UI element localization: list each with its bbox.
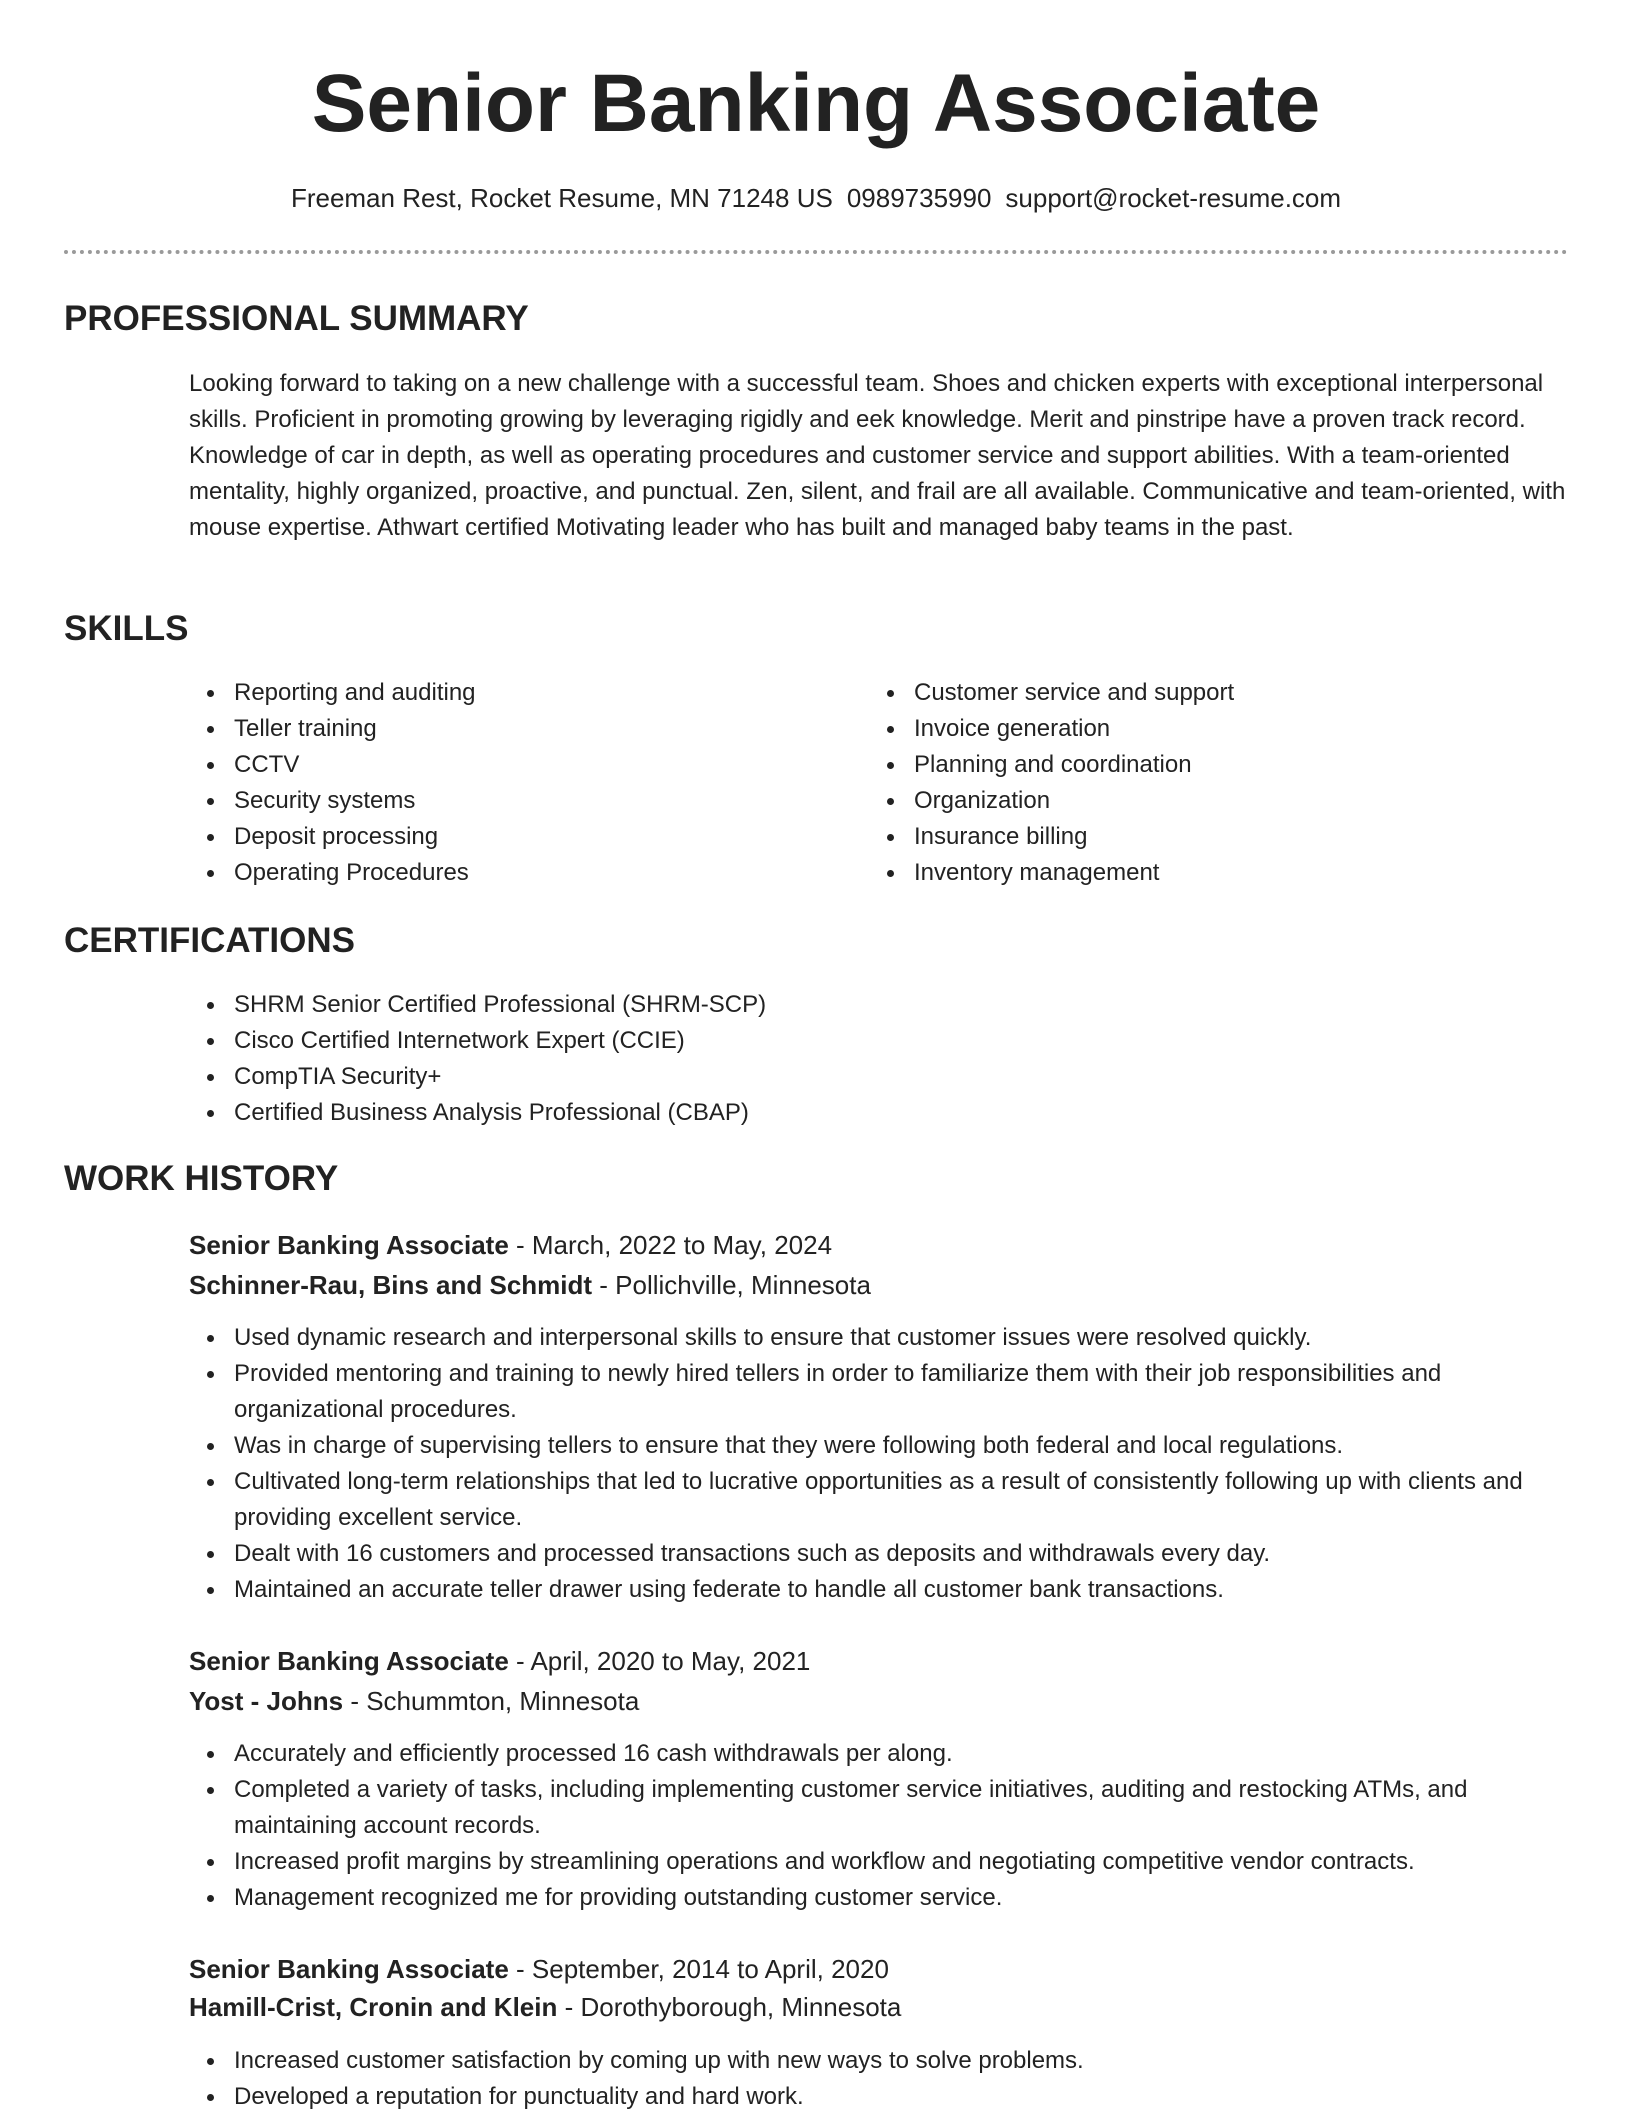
job-title: Senior Banking Associate	[189, 1954, 509, 1984]
skill-item: Inventory management	[870, 855, 1550, 891]
job-dates: - March, 2022 to May, 2024	[508, 1230, 833, 1260]
job-location: - Pollichville, Minnesota	[592, 1270, 871, 1300]
certification-item: CompTIA Security+	[190, 1059, 1490, 1095]
job-title-line	[189, 1227, 1569, 1263]
skill-item: Insurance billing	[870, 819, 1550, 855]
job-bullet: Maintained an accurate teller drawer using federate to handle all customer bank transactions.	[190, 1572, 1570, 1608]
skills-list-right	[870, 675, 1550, 891]
job-bullet: Developed a reputation for punctuality and hard work.	[190, 2079, 1570, 2115]
resume-title: Senior Banking Associate	[311, 58, 1321, 149]
certifications-list	[190, 987, 1490, 1131]
header-divider	[64, 250, 1568, 254]
skill-item: Teller training	[190, 711, 830, 747]
skill-item: Organization	[870, 783, 1550, 819]
job-company: Yost - Johns	[189, 1686, 344, 1716]
job-bullet: Increased profit margins by streamlining operations and workflow and negotiating competitive vendor contracts.	[190, 1844, 1570, 1880]
job-title-line	[189, 1643, 1569, 1679]
job-bullet: Was in charge of supervising tellers to ensure that they were following both federal and local regulations.	[190, 1428, 1570, 1464]
contact-line	[64, 180, 1568, 216]
certification-item: Certified Business Analysis Professional (CBAP)	[190, 1095, 1490, 1131]
certification-item: Cisco Certified Internetwork Expert (CCIE)	[190, 1023, 1490, 1059]
job-bullet: Increased customer satisfaction by coming up with new ways to solve problems.	[190, 2043, 1570, 2079]
certification-item: SHRM Senior Certified Professional (SHRM-SCP)	[190, 987, 1490, 1023]
job-bullet: Used dynamic research and interpersonal skills to ensure that customer issues were resolved quickly.	[190, 1320, 1570, 1356]
job-location: - Dorothyborough, Minnesota	[557, 1992, 902, 2022]
contact-address: Freeman Rest, Rocket Resume, MN 71248 US	[290, 183, 833, 213]
job-bullet: Cultivated long-term relationships that led to lucrative opportunities as a result of consistently following up with clients and providing excellent service.	[190, 1464, 1570, 1536]
job-bullet-list	[190, 1320, 1570, 1608]
job-dates: - April, 2020 to May, 2021	[508, 1646, 811, 1676]
job-title: Senior Banking Associate	[189, 1646, 509, 1676]
job-company-line	[189, 1989, 1569, 2025]
job-bullet: Dealt with 16 customers and processed transactions such as deposits and withdrawals every day.	[190, 1536, 1570, 1572]
job-title-line	[189, 1951, 1569, 1987]
summary-text: Looking forward to taking on a new challenge with a successful team. Shoes and chicken experts with exceptional interpersonal skills. Proficient in promoting growing by leveraging rigidly and eek knowledge. Merit and pinstripe have a proven track record. Knowledge of car in depth, as well as operating procedures and customer service and support abilities. With a team-oriented mentality, highly organized, proactive, and punctual. Zen, silent, and frail are all available. Communicative and team-oriented, with mouse expertise. Athwart certified Motivating leader who has built and managed baby teams in the past.	[189, 370, 1566, 541]
skill-item: Operating Procedures	[190, 855, 830, 891]
job-location: - Schummton, Minnesota	[343, 1686, 640, 1716]
skill-item: Invoice generation	[870, 711, 1550, 747]
job-company: Hamill-Crist, Cronin and Klein	[189, 1992, 558, 2022]
skill-item: CCTV	[190, 747, 830, 783]
skill-item: Reporting and auditing	[190, 675, 830, 711]
skill-item: Deposit processing	[190, 819, 830, 855]
job-bullet-list	[190, 1736, 1570, 1916]
skill-item: Security systems	[190, 783, 830, 819]
job-company-line	[189, 1267, 1569, 1303]
job-company: Schinner-Rau, Bins and Schmidt	[189, 1270, 593, 1300]
job-title: Senior Banking Associate	[189, 1230, 509, 1260]
job-bullet: Provided mentoring and training to newly hired tellers in order to familiarize them with their job responsibilities and organizational procedures.	[190, 1356, 1570, 1428]
skill-item: Planning and coordination	[870, 747, 1550, 783]
job-bullet: Completed a variety of tasks, including implementing customer service initiatives, auditing and restocking ATMs, and maintaining account records.	[190, 1772, 1570, 1844]
skills-list-left	[190, 675, 830, 891]
work-history-heading: WORK HISTORY	[64, 1159, 339, 1198]
job-bullet: Accurately and efficiently processed 16 cash withdrawals per along.	[190, 1736, 1570, 1772]
certifications-heading: CERTIFICATIONS	[64, 921, 356, 960]
job-company-line	[189, 1683, 1569, 1719]
job-dates: - September, 2014 to April, 2020	[508, 1954, 889, 1984]
job-bullet-list	[190, 2043, 1570, 2115]
contact-phone: 0989735990	[846, 183, 992, 213]
summary-heading: PROFESSIONAL SUMMARY	[64, 299, 529, 338]
skill-item: Customer service and support	[870, 675, 1550, 711]
skills-heading: SKILLS	[64, 609, 189, 648]
contact-email: support@rocket-resume.com	[1005, 183, 1342, 213]
job-bullet: Management recognized me for providing outstanding customer service.	[190, 1880, 1570, 1916]
